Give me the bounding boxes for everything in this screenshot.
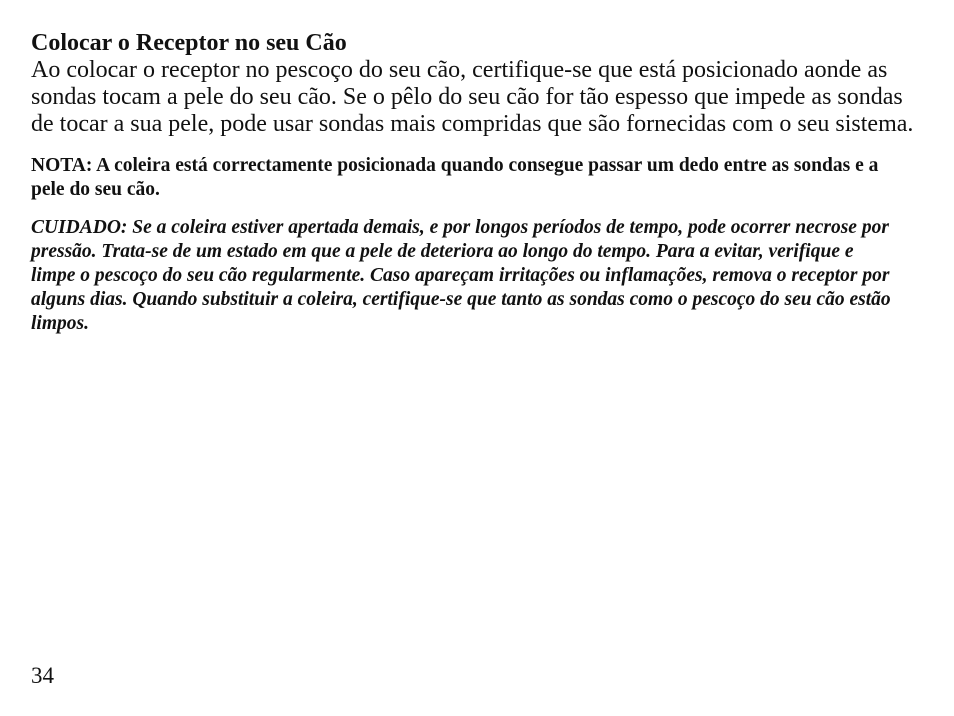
manual-page-content	[31, 30, 931, 336]
caution-text: CUIDADO: Se a coleira estiver apertada demais, e por longos períodos de tempo, pode ocorrer necrose por pressão. Trata-se de um estado em que a pele de deteriora ao longo do tempo. Para a evitar, verifique e limpe o pescoço do seu cão regularmente. Caso apareçam irritações ou inflamações, remova o receptor por alguns dias. Quando substituir a coleira, certifique-se que tanto as sondas como o pescoço do seu cão estão limpos.	[31, 217, 891, 334]
note-text: NOTA: A coleira está correctamente posicionada quando consegue passar um dedo entre as sondas e a pele do seu cão.	[31, 155, 879, 200]
section-paragraph: Ao colocar o receptor no pescoço do seu cão, certifique-se que está posicionado aonde as sondas tocam a pele do seu cão. Se o pêlo do seu cão for tão espesso que impede as sondas de tocar a sua pele, pode usar sondas mais compridas que são fornecidas com o seu sistema.	[31, 57, 914, 137]
page-number: 34	[31, 663, 54, 688]
section-title: Colocar o Receptor no seu Cão	[31, 30, 347, 56]
